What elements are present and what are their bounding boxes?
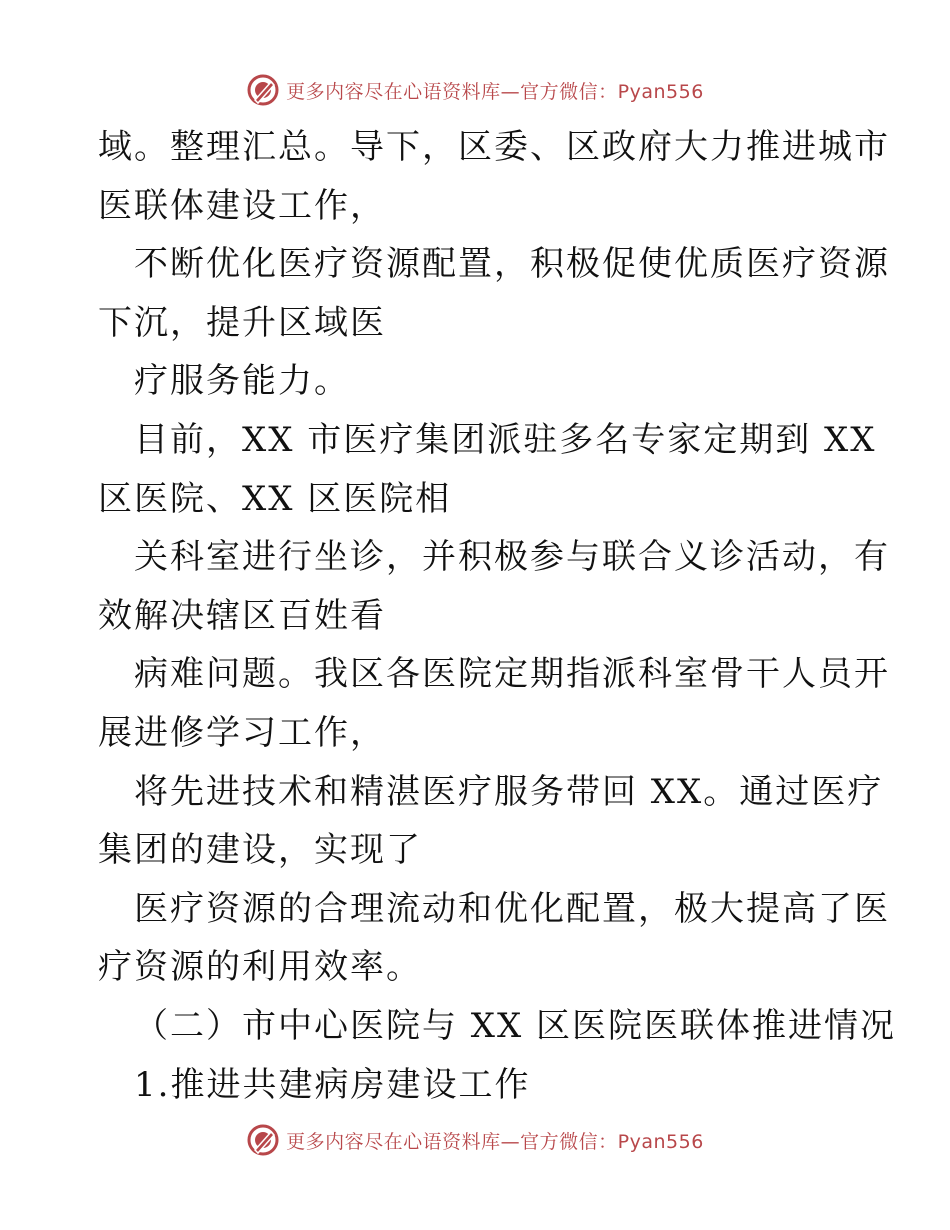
body-line: 不断优化医疗资源配置，积极促使优质医疗资源 xyxy=(134,244,890,285)
watermark-text: 更多内容尽在心语资料库—官方微信：Pyan556 xyxy=(286,1130,704,1153)
document-body xyxy=(98,118,897,1114)
body-line: 展进修学习工作， xyxy=(98,712,386,753)
subsection-heading: 1.推进共建病房建设工作 xyxy=(134,1064,531,1105)
body-line: 区医院、XX 区医院相 xyxy=(98,478,452,519)
body-line: 疗服务能力。 xyxy=(134,361,350,402)
section-heading: （二）市中心医院与 XX 区医院医联体推进情况 xyxy=(134,1005,897,1046)
body-line: 关科室进行坐诊，并积极参与联合义诊活动，有 xyxy=(134,537,890,578)
body-line: 医疗资源的合理流动和优化配置，极大提高了医 xyxy=(134,888,890,929)
footer-watermark xyxy=(0,1120,950,1160)
body-line: 病难问题。我区各医院定期指派科室骨干人员开 xyxy=(134,654,890,695)
header-watermark xyxy=(0,70,950,110)
watermark-text: 更多内容尽在心语资料库—官方微信：Pyan556 xyxy=(286,80,704,103)
body-line: 疗资源的利用效率。 xyxy=(98,947,422,988)
pen-seal-logo-icon xyxy=(246,73,280,107)
body-line: 集团的建设，实现了 xyxy=(98,830,422,871)
body-line: 医联体建设工作， xyxy=(98,185,386,226)
body-line: 目前，XX 市医疗集团派驻多名专家定期到 XX xyxy=(134,419,877,460)
body-line: 效解决辖区百姓看 xyxy=(98,595,386,636)
pen-seal-logo-icon xyxy=(246,1123,280,1157)
body-line: 下沉，提升区域医 xyxy=(98,302,386,343)
body-line: 域。整理汇总。导下，区委、区政府大力推进城市 xyxy=(98,127,890,167)
body-line: 将先进技术和精湛医疗服务带回 XX。通过医疗 xyxy=(134,771,884,812)
